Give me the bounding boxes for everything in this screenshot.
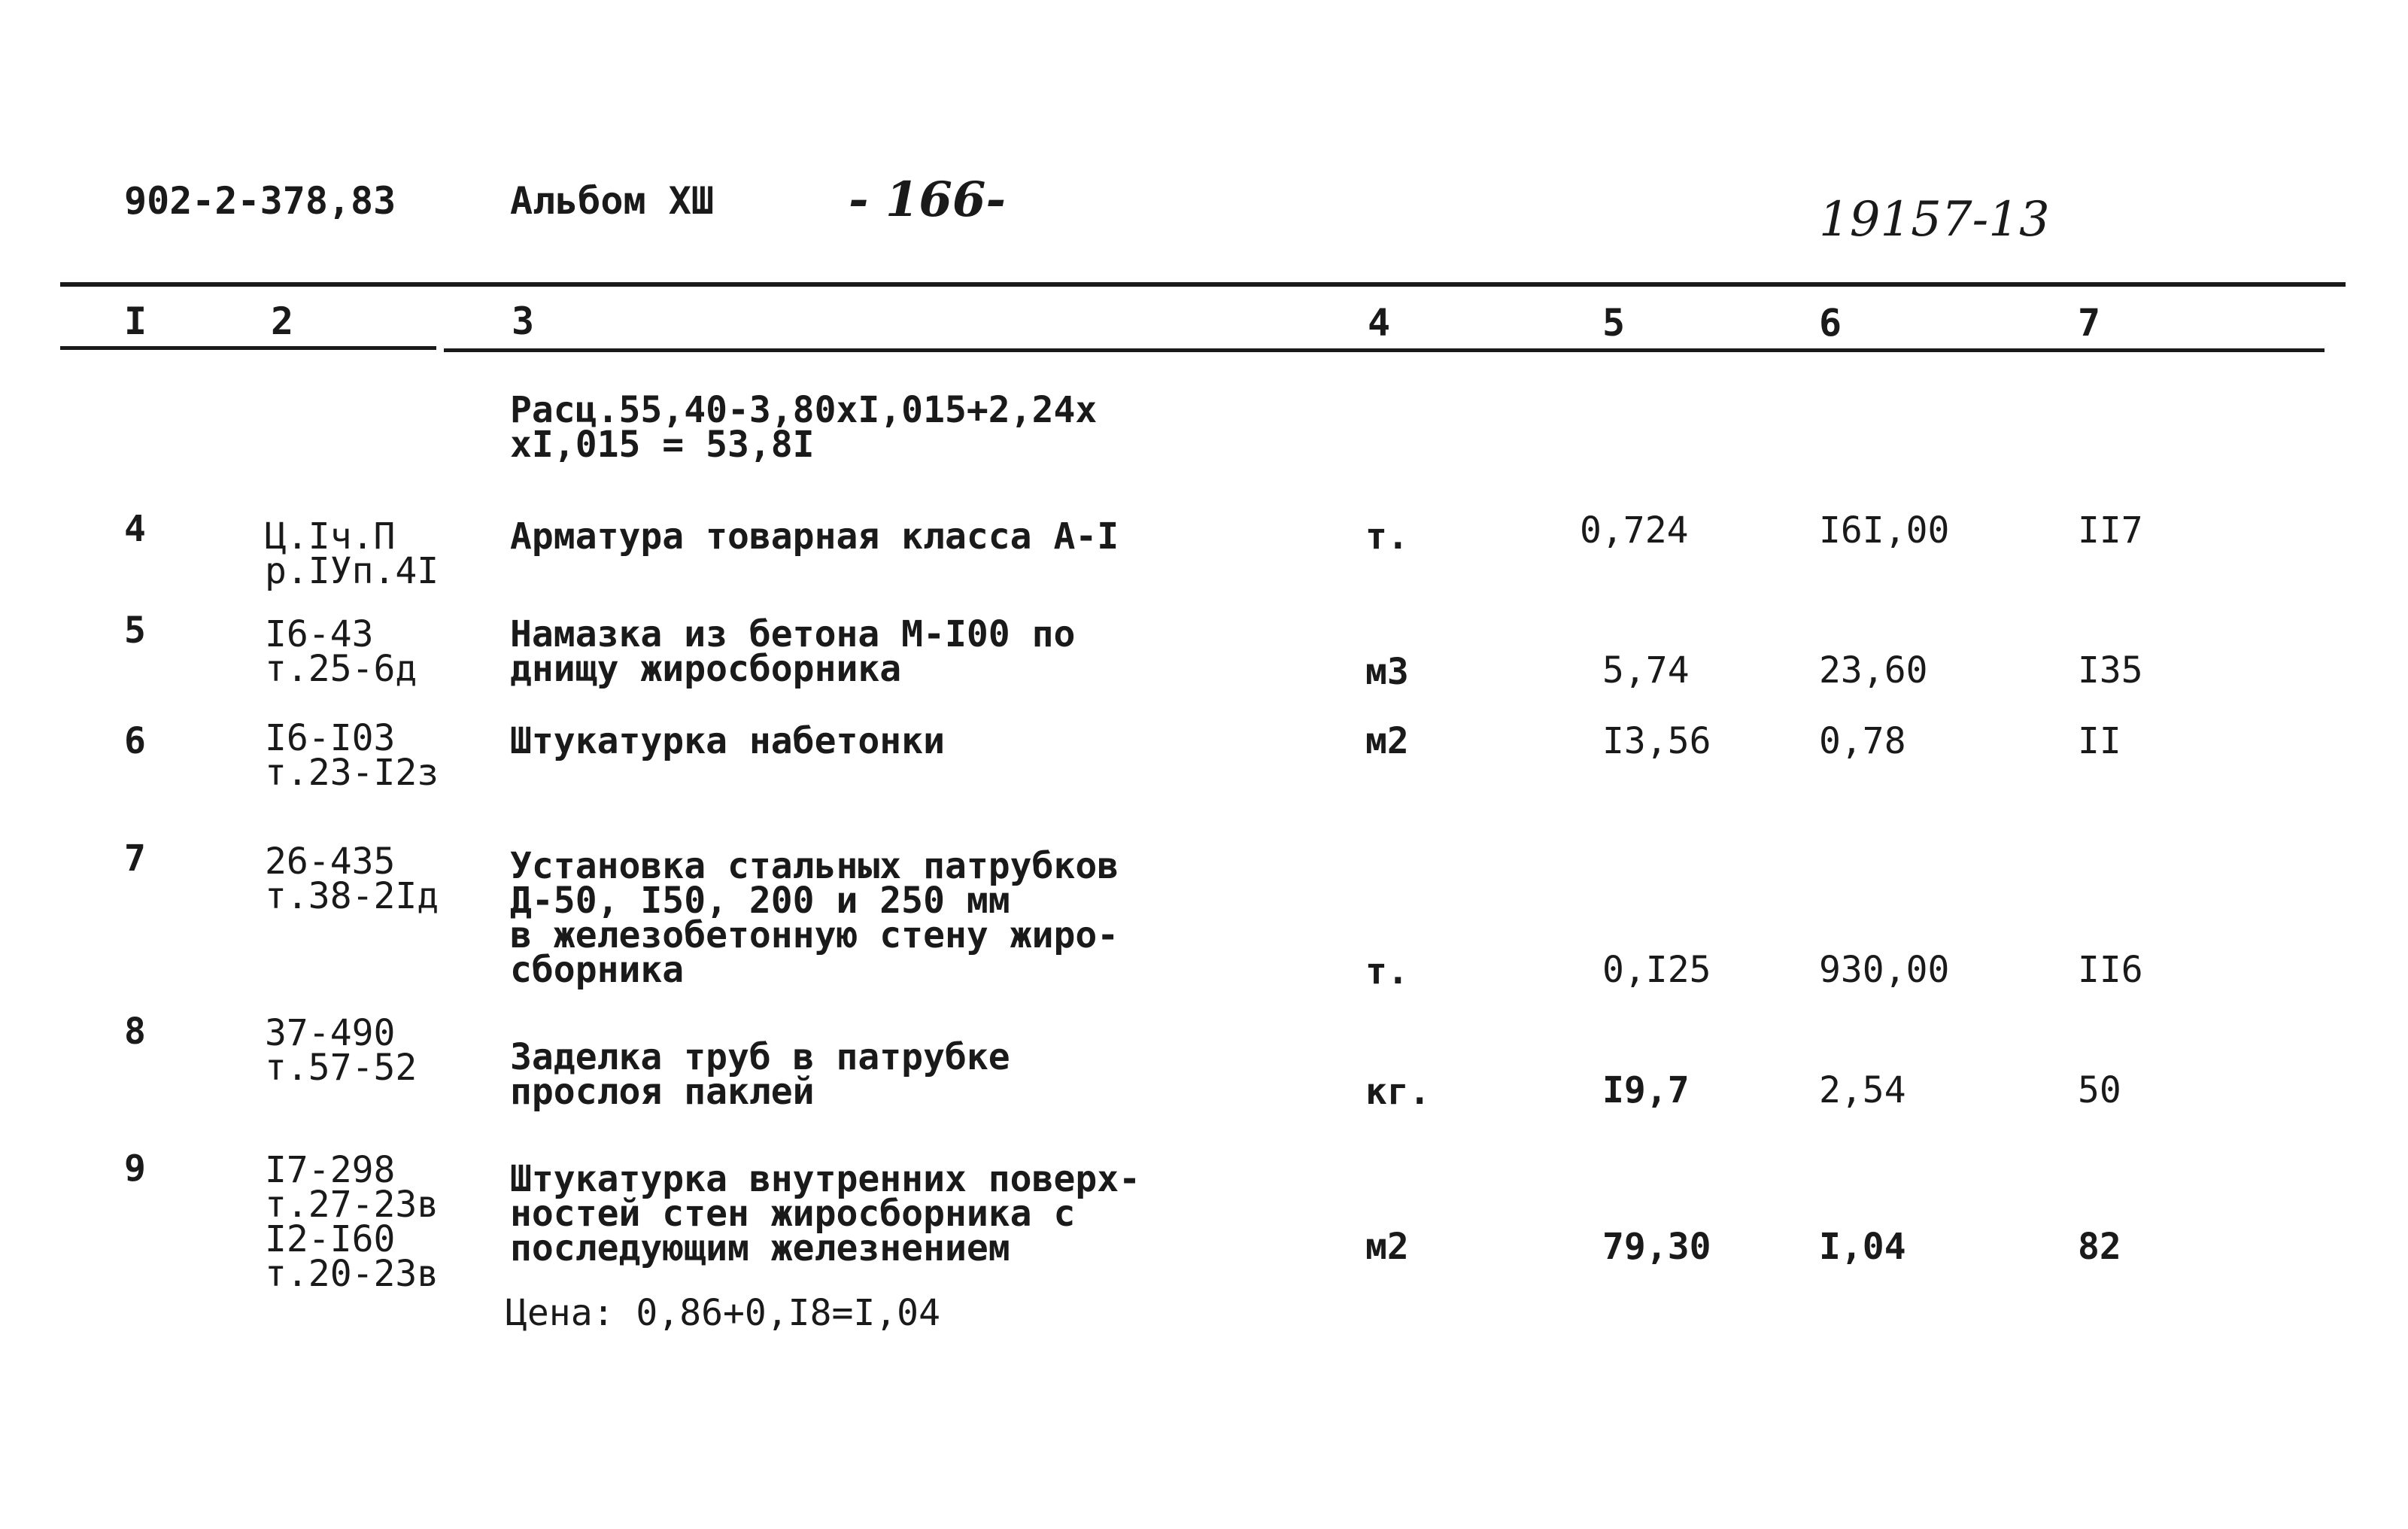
row-description: Штукатурка набетонки: [510, 720, 945, 762]
row-description: Арматура товарная класса А-I: [510, 515, 1119, 558]
row-number: 4: [124, 508, 146, 550]
page-number: - 166-: [849, 172, 1006, 228]
row-total: II7: [2078, 509, 2143, 552]
row-description: Намазка из бетона М-I00 по днищу жиросборника: [510, 613, 1076, 690]
column-number: I: [124, 299, 147, 343]
top-rule: [60, 282, 2346, 287]
row-unit: кг.: [1365, 1071, 1431, 1113]
row-code: I7-298 т.27-23в I2-I60 т.20-23в: [265, 1149, 439, 1295]
row-price: 0,78: [1819, 720, 1906, 762]
row-quantity: 5,74: [1602, 649, 1690, 692]
row-number: 8: [124, 1011, 146, 1053]
document-number: 19157-13: [1819, 192, 2050, 248]
header-rule-right: [444, 348, 2324, 352]
row-total: 50: [2078, 1069, 2121, 1111]
column-number: 6: [1819, 301, 1842, 345]
row-unit: м2: [1365, 1226, 1409, 1268]
header-rule-left: [60, 346, 436, 350]
row-code: 26-435 т.38-2Iд: [265, 840, 439, 917]
album-label: Альбом XШ: [510, 179, 714, 223]
document-code: 902-2-378,83: [124, 179, 396, 223]
row-quantity: 0,I25: [1602, 949, 1711, 991]
row-price: 23,60: [1819, 649, 1928, 692]
row-code: I6-43 т.25-6д: [265, 613, 418, 690]
row-unit: м2: [1365, 720, 1409, 762]
column-number: 5: [1602, 301, 1626, 345]
row-unit: т.: [1365, 950, 1409, 992]
row-description: Штукатурка внутренних поверх- ностей стен жиросборника с последующим железнением: [510, 1158, 1141, 1269]
row-price: I6I,00: [1819, 509, 1950, 552]
row-unit: т.: [1365, 515, 1409, 558]
column-number: 2: [271, 299, 294, 343]
column-number: 3: [512, 299, 535, 343]
row-quantity: I3,56: [1602, 720, 1711, 762]
row-quantity: I9,7: [1602, 1069, 1690, 1111]
row-total: II6: [2078, 949, 2143, 991]
row-number: 6: [124, 720, 146, 762]
row-quantity: 0,724: [1580, 509, 1689, 552]
column-number: 4: [1368, 301, 1391, 345]
row-total: I35: [2078, 649, 2143, 692]
column-number: 7: [2078, 301, 2101, 345]
row-code: 37-490 т.57-52: [265, 1012, 418, 1089]
row-quantity: 79,30: [1602, 1226, 1711, 1268]
calculation-note: Расц.55,40-3,80xI,015+2,24x xI,015 = 53,8I: [510, 389, 1098, 466]
row-total: II: [2078, 720, 2121, 762]
row-total: 82: [2078, 1226, 2121, 1268]
row-number: 7: [124, 837, 146, 880]
row-description: Заделка труб в патрубке прослоя паклей: [510, 1036, 1010, 1113]
row-price: 930,00: [1819, 949, 1950, 991]
row-description: Установка стальных патрубков Д-50, I50, 200 и 250 мм в железобетонную стену жиро- сборника: [510, 845, 1119, 991]
row-number: 9: [124, 1148, 146, 1190]
price-note: Цена: 0,86+0,I8=I,04: [506, 1292, 940, 1334]
row-code: I6-I03 т.23-I2з: [265, 717, 439, 794]
row-price: 2,54: [1819, 1069, 1906, 1111]
row-unit: м3: [1365, 651, 1409, 693]
row-price: I,04: [1819, 1226, 1906, 1268]
row-code: Ц.Iч.П р.IУп.4I: [265, 515, 439, 592]
row-number: 5: [124, 609, 146, 652]
